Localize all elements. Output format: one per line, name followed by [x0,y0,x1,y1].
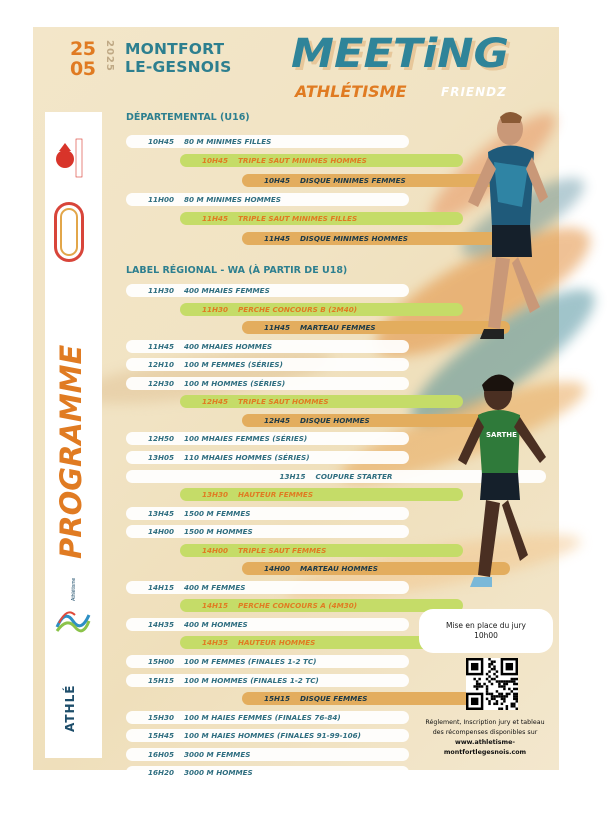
event-time: 14H15 [202,601,229,611]
event-month: 05 [70,58,96,80]
schedule-row [126,766,409,779]
event-time: 11H45 [264,233,291,243]
event-time: 16H05 [148,749,175,759]
club-logo [55,137,83,179]
info-line-2: des récompenses disponibles sur [432,729,538,736]
event-name: DISQUE MINIMES HOMMES [300,233,408,243]
event-name: 3000 M HOMMES [184,768,253,778]
svg-text:SARTHE: SARTHE [486,431,517,439]
event-time: 13H45 [148,508,175,518]
city-line-1: MONTFORT [125,40,225,58]
event-time: 14H15 [148,582,175,592]
event-name: HAUTEUR HOMMES [238,638,316,648]
event-name: DISQUE MINIMES FEMMES [300,175,406,185]
event-name: 1500 M FEMMES [184,508,251,518]
event-name: PERCHE CONCOURS A (4M30) [238,601,358,611]
schedule-row [180,488,463,501]
event-time: 11H45 [264,323,291,333]
schedule-row [180,212,463,225]
schedule-row [126,655,409,668]
event-time: 12H45 [264,415,291,425]
schedule-row [126,729,409,742]
event-name: 400 M HOMMES [184,619,248,629]
event-name: 100 M HAIES FEMMES (FINALES 76-84) [184,712,341,722]
event-name: 400 M FEMMES [184,582,246,592]
programme-label: PROGRAMME [54,344,88,559]
event-name: 100 MHAIES FEMMES (SÉRIES) [184,434,308,444]
event-name: DISQUE HOMMES [300,415,370,425]
event-name: HAUTEUR FEMMES [238,490,314,500]
event-name: 100 M HOMMES (SÉRIES) [184,378,286,388]
event-name: MARTEAU HOMMES [300,564,378,574]
section-regional: LABEL RÉGIONAL - WA (À PARTIR DE U18) [126,265,348,276]
event-time: 11H30 [202,304,229,314]
event-name: 400 MHAIES HOMMES [184,341,273,351]
schedule-row [180,599,463,612]
schedule-row [126,507,409,520]
event-time: 10H45 [202,156,229,166]
info-text [415,718,555,758]
league-logo [55,579,91,637]
schedule-row [126,674,409,687]
event-time: 12H45 [202,397,229,407]
event-name: COUPURE STARTER [315,471,393,481]
male-runner-image [448,107,558,357]
event-time: 15H15 [264,694,291,704]
event-time: 14H35 [202,638,229,648]
event-name: 3000 M FEMMES [184,749,251,759]
event-name: 110 MHAIES HOMMES (SÉRIES) [184,452,310,462]
event-time: 13H15 [279,471,306,481]
event-time: 12H10 [148,360,175,370]
schedule-row [180,154,463,167]
schedule-row [126,432,409,445]
info-line-1: Réglement, Inscription jury et tableau [425,719,545,726]
event-name: 1500 M HOMMES [184,527,253,537]
event-time: 10H45 [264,175,291,185]
event-time: 12H30 [148,378,175,388]
qr-code[interactable] [466,658,518,710]
event-time: 11H45 [202,214,229,224]
female-runner-image [448,365,558,605]
schedule-row [126,525,409,538]
schedule-row [126,748,409,761]
brand-name: FRIENDZ [441,85,507,99]
event-name: 400 MHAIES FEMMES [184,286,270,295]
event-name: DISQUE FEMMES [300,694,368,704]
event-time: 15H00 [148,657,175,666]
schedule-row [126,340,409,353]
poster-subtitle: ATHLÉTISME [295,82,407,101]
schedule-row [126,193,409,206]
event-time: 13H05 [148,452,175,462]
event-name: TRIPLE SAUT MINIMES FILLES [238,214,358,224]
event-time: 15H45 [148,731,175,741]
league-logo-text: Athlétisme [71,577,77,601]
event-name: 100 M FEMMES (SÉRIES) [184,360,283,370]
event-poster [33,27,559,778]
jury-time: 10h00 [474,631,498,640]
athle-logo: ATHLÉ [63,684,77,732]
schedule-row [180,303,463,316]
schedule-row [126,284,409,297]
event-year: 2025 [104,40,115,72]
poster-title: MEETiNG [291,31,509,77]
section-departemental: DÉPARTEMENTAL (U16) [126,112,250,123]
event-time: 14H00 [148,527,175,537]
schedule-row [126,618,409,631]
schedule-row [180,395,463,408]
event-day: 25 [70,38,96,60]
event-time: 14H00 [202,545,229,555]
event-time: 11H00 [148,194,175,204]
event-time: 13H30 [202,490,229,500]
schedule-row [126,581,409,594]
event-time: 10H45 [148,137,175,146]
event-name: 100 M HAIES HOMMES (FINALES 91-99-106) [184,731,361,741]
event-name: MARTEAU FEMMES [300,323,376,333]
schedule-row [126,135,409,148]
schedule-row [126,358,409,371]
event-time: 16H20 [148,768,175,778]
jury-info-box [419,609,553,653]
event-name: TRIPLE SAUT MINIMES HOMMES [238,156,367,166]
event-time: 15H15 [148,675,175,685]
event-time: 11H45 [148,341,175,351]
event-name: 80 M MINIMES FILLES [184,137,272,146]
event-name: PERCHE CONCOURS B (2M40) [238,304,357,314]
committee-logo [54,202,84,262]
event-name: 80 M MINIMES HOMMES [184,194,281,204]
jury-label: Mise en place du jury [445,621,527,630]
event-time: 14H00 [264,564,291,574]
event-time: 15H30 [148,712,175,722]
event-time: 12H50 [148,434,175,444]
schedule-row [126,377,409,390]
event-time: 14H35 [148,619,175,629]
website-link[interactable]: www.athletisme-montfortlegesnois.com [443,739,527,756]
event-time: 11H30 [148,286,175,295]
schedule-row [126,451,409,464]
schedule-row [180,544,463,557]
city-line-2: LE-GESNOIS [125,58,232,76]
schedule-row [126,711,409,724]
event-name: 100 M FEMMES (FINALES 1-2 TC) [184,657,317,666]
event-name: 100 M HOMMES (FINALES 1-2 TC) [184,675,319,685]
event-name: TRIPLE SAUT FEMMES [238,545,327,555]
event-name: TRIPLE SAUT HOMMES [238,397,329,407]
